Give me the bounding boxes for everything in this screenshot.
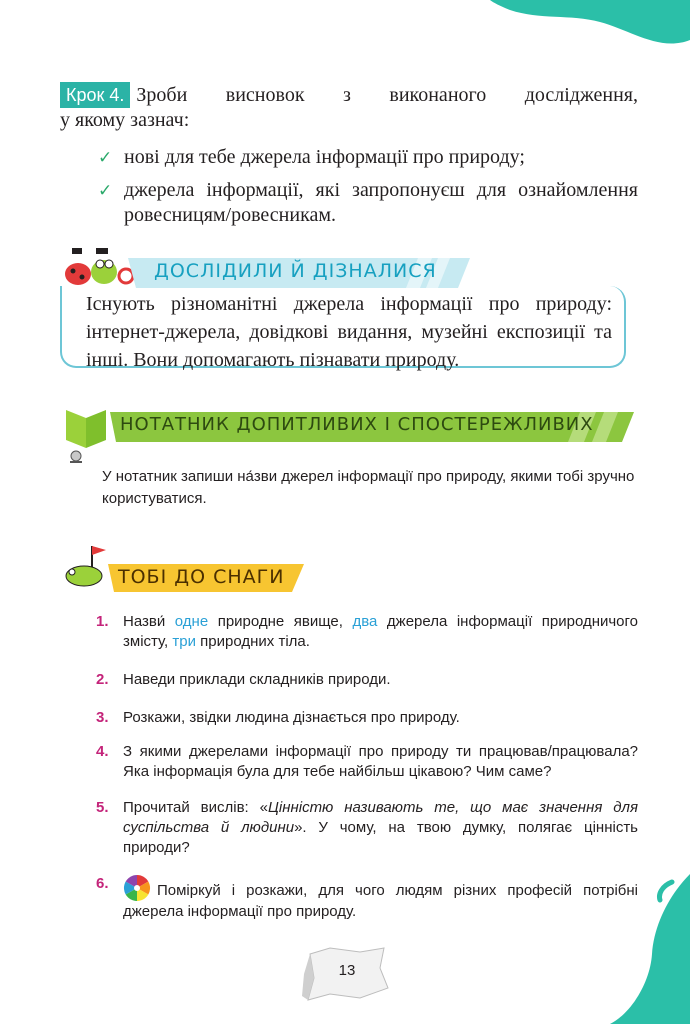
task-item bbox=[96, 874, 638, 922]
task-number: 2. bbox=[96, 671, 109, 688]
task-number: 6. bbox=[96, 875, 109, 892]
task-item bbox=[96, 612, 638, 652]
step-4-intro bbox=[60, 82, 638, 108]
learned-text: Існують різноманітні джерела інформації про природу: інтернет-джерела, довідкові видання, музейні експозиції та інші. Вони допомагають пізнавати природу. bbox=[86, 293, 612, 371]
task-item bbox=[96, 742, 638, 782]
task-number: 4. bbox=[96, 743, 109, 760]
step-badge: Крок 4. bbox=[60, 82, 130, 108]
task-text: Розкажи, звідки людина дізнається про природу. bbox=[123, 709, 460, 726]
task-number: 1. bbox=[96, 613, 109, 630]
task-item bbox=[96, 670, 638, 690]
check-icon: ✓ bbox=[98, 148, 113, 168]
notebook-title: НОТАТНИК ДОПИТЛИВИХ І СПОСТЕРЕЖЛИВИХ bbox=[120, 414, 594, 435]
tasks-title: ТОБІ ДО СНАГИ bbox=[118, 566, 285, 588]
beetles-mascot-icon bbox=[60, 244, 134, 292]
learned-title: ДОСЛІДИЛИ Й ДІЗНАЛИСЯ bbox=[154, 260, 437, 282]
step-intro-line2: у якому зазнач: bbox=[60, 109, 190, 131]
notebook-mascot-icon bbox=[62, 404, 112, 466]
check-icon: ✓ bbox=[98, 181, 113, 201]
color-wheel-icon bbox=[123, 874, 151, 902]
learned-text-box bbox=[60, 286, 626, 371]
task-text: Прочитай вислів: «Цінністю називають те, що має значення для суспільства й людини». У чому, на твою думку, полягає цінність природи? bbox=[123, 799, 639, 856]
task-text: Поміркуй і розкажи, для чого людям різних професій потрібні джерела інформації про природу. bbox=[123, 874, 638, 922]
step-checklist bbox=[60, 145, 638, 228]
task-number: 5. bbox=[96, 799, 109, 816]
checklist-item: ✓ нові для тебе джерела інформації про природу; bbox=[98, 145, 638, 170]
page-number: 13 bbox=[338, 962, 356, 979]
task-item bbox=[96, 798, 638, 858]
task-text: Наведи приклади складників природи. bbox=[123, 671, 391, 688]
task-text: Назви́ одне природне явище, два джерела інформації природничого змісту, три природних тіла. bbox=[123, 613, 639, 650]
notebook-text: У нотатник запиши на́зви джерел інформації про природу, якими тобі зручно користуватися. bbox=[102, 468, 635, 507]
task-text: З якими джерелами інформації про природу ти працював/працювала? Яка інформація була для тебе найбільш цікавою? Чим саме? bbox=[123, 743, 638, 780]
task-item bbox=[96, 708, 638, 728]
step-intro-line1: Зроби висновок з виконаного дослідження, bbox=[136, 83, 638, 106]
decorative-wave-top bbox=[490, 0, 690, 52]
flag-beetle-mascot-icon bbox=[62, 542, 114, 590]
checklist-item: ✓ джерела інформації, які запропонуєш для ознайомлення ровесницям/ровесникам. bbox=[98, 179, 638, 226]
step-4-block bbox=[60, 82, 638, 236]
task-number: 3. bbox=[96, 709, 109, 726]
